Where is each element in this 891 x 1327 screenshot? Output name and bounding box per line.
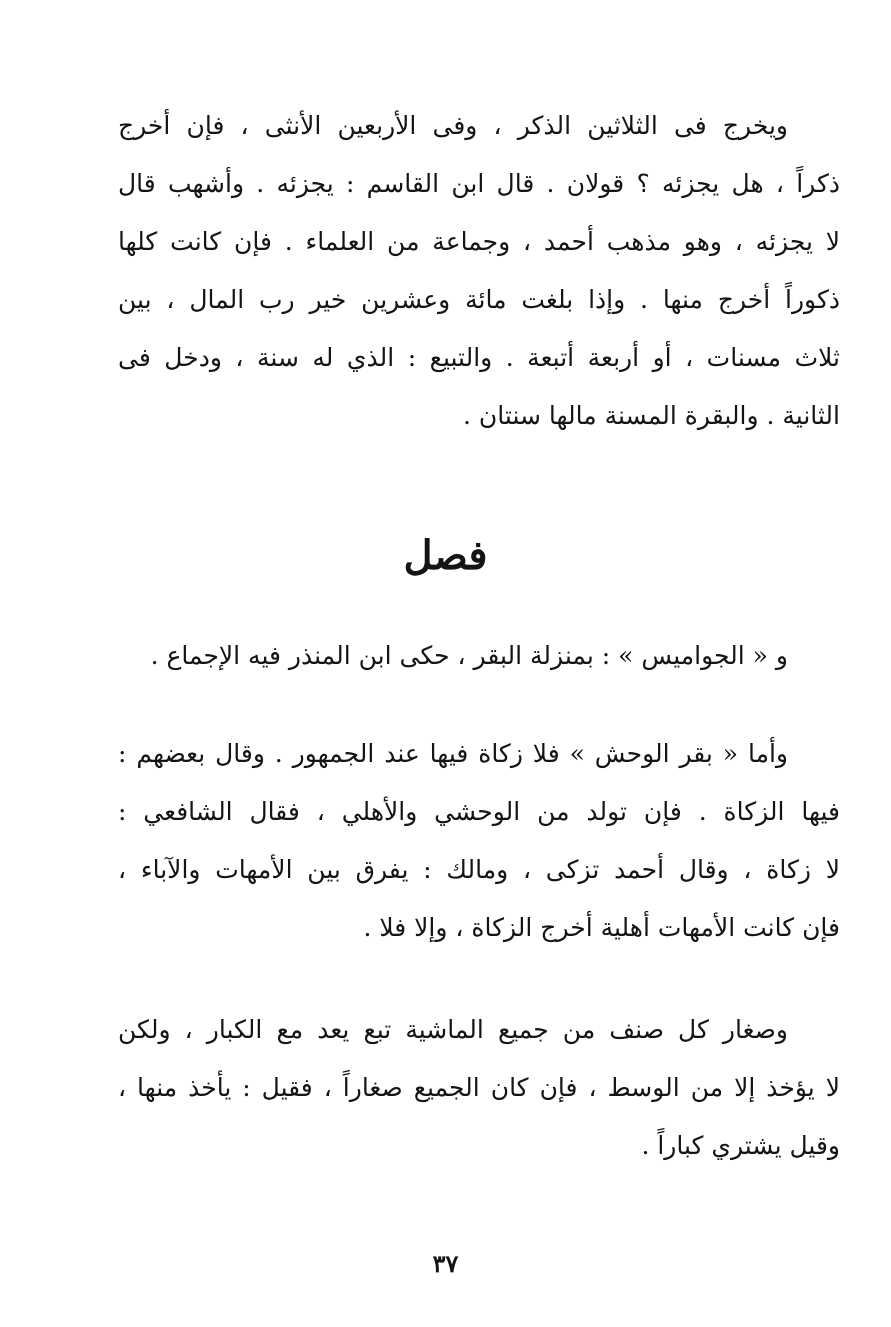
text-line: ثلاث مسنات ، أو أربعة أتبعة . والتبيع : الذي له سنة ، ودخل فى: [118, 343, 840, 372]
text-line: ويخرج فى الثلاثين الذكر ، وفى الأربعين الأنثى ، فإن أخرج: [118, 111, 788, 140]
text-line: فإن كانت الأمهات أهلية أخرج الزكاة ، وإلا فلا .: [363, 913, 840, 942]
text-line: الثانية . والبقرة المسنة مالها سنتان .: [463, 401, 840, 430]
text-line: وأما « بقر الوحش » فلا زكاة فيها عند الجمهور . وقال بعضهم :: [118, 739, 788, 768]
text-line: و « الجواميس » : بمنزلة البقر ، حكى ابن المنذر فيه الإجماع .: [150, 641, 788, 670]
text-line: وقيل يشتري كباراً .: [641, 1131, 840, 1160]
text-line: لا يجزئه ، وهو مذهب أحمد ، وجماعة من العلماء . فإن كانت كلها: [118, 227, 840, 256]
text-line: فيها الزكاة . فإن تولد من الوحشي والأهلي ، فقال الشافعي :: [118, 797, 840, 826]
text-line: ذكوراً أخرج منها . وإذا بلغت مائة وعشرين خير رب المال ، بين: [118, 285, 840, 314]
text-line: لا يؤخذ إلا من الوسط ، فإن كان الجميع صغاراً ، فقيل : يأخذ منها ،: [118, 1073, 840, 1102]
text-line: وصغار كل صنف من جميع الماشية تبع يعد مع الكبار ، ولكن: [118, 1015, 788, 1044]
text-line: لا زكاة ، وقال أحمد تزكى ، ومالك : يفرق بين الأمهات والآباء ،: [118, 855, 840, 884]
page-number: ٣٧: [432, 1249, 459, 1278]
section-heading: فصل: [403, 532, 488, 579]
text-line: ذكراً ، هل يجزئه ؟ قولان . قال ابن القاسم : يجزئه . وأشهب قال: [118, 169, 840, 198]
